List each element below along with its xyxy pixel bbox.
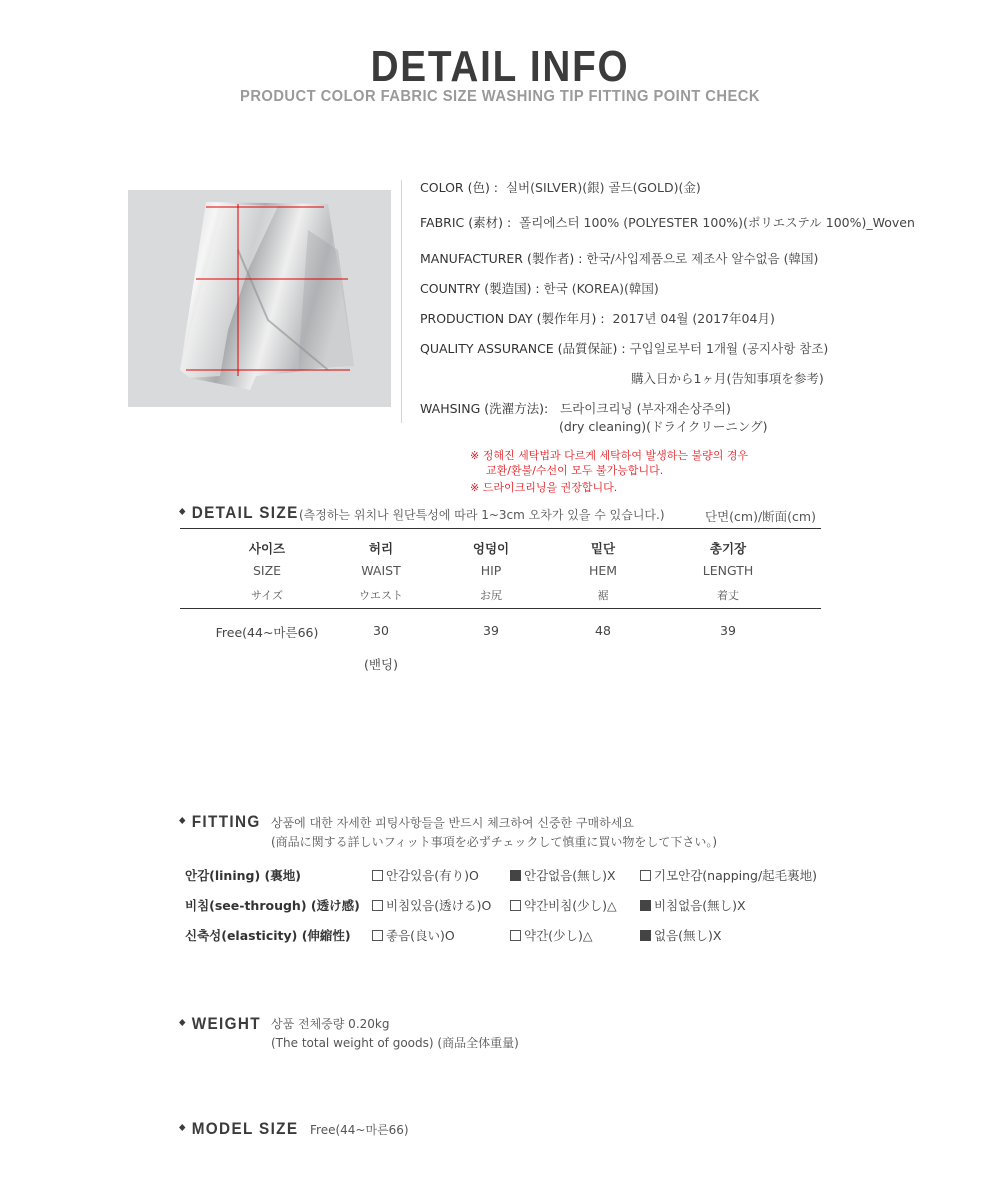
col-header-length-ko: 총기장: [709, 541, 747, 556]
col-header-waist-ko: 허리: [368, 541, 394, 556]
fitting-label-elasticity: 신축성(elasticity) (伸縮性): [185, 928, 351, 943]
detail-size-heading: DETAIL SIZE: [180, 503, 299, 523]
row-length-value: 39: [720, 623, 736, 638]
skirt-illustration: [128, 190, 391, 407]
spec-fabric: FABRIC (素材) : 폴리에스터 100% (POLYESTER 100%)(ポリエステル 100%)_Woven: [420, 215, 915, 230]
weight-line-2: (The total weight of goods) (商品全体重量): [271, 1036, 519, 1050]
diamond-bullet-icon: [179, 817, 185, 824]
product-photo: [128, 190, 391, 407]
col-header-hem-jp: 裾: [597, 589, 609, 602]
weight-heading: WEIGHT: [180, 1014, 261, 1034]
fitting-note-1: 상품에 대한 자세한 피팅사항들을 반드시 체크하여 신중한 구매하세요: [271, 816, 634, 830]
row-hip-value: 39: [483, 623, 499, 638]
fitting-option: 없음(無し)X: [640, 926, 721, 944]
col-header-hem-en: HEM: [588, 563, 618, 578]
warning-line-2: 교환/환불/수선이 모두 불가능합니다.: [486, 464, 664, 477]
checkbox-unchecked-icon: [510, 930, 521, 941]
detail-size-unit: 단면(cm)/断面(cm): [705, 509, 816, 524]
warning-line-1: ※ 정해진 세탁법과 다르게 세탁하여 발생하는 불량의 경우: [470, 449, 749, 462]
col-header-size-ko: 사이즈: [248, 541, 286, 556]
model-size-value: Free(44~마른66): [310, 1123, 409, 1137]
col-header-hem-ko: 밑단: [590, 541, 616, 556]
spec-quality-assurance: QUALITY ASSURANCE (品質保証) : 구입일로부터 1개월 (공지사항 참조): [420, 341, 829, 356]
col-header-waist-jp: ウエスト: [359, 589, 403, 602]
col-header-length-en: LENGTH: [702, 563, 754, 578]
checkbox-checked-icon: [510, 870, 521, 881]
spec-production-day: PRODUCTION DAY (製作年月) : 2017년 04월 (2017年04月): [420, 311, 775, 326]
col-header-hip-jp: お尻: [480, 589, 502, 602]
row-hem-value: 48: [595, 623, 611, 638]
spec-washing: WAHSING (洗濯方法): 드라이크리닝 (부자재손상주의): [420, 401, 731, 416]
weight-line-1: 상품 전체중량 0.20kg: [271, 1017, 390, 1031]
diamond-bullet-icon: [179, 1124, 185, 1131]
detail-size-note: (측정하는 위치나 원단특성에 따라 1~3cm 오차가 있을 수 있습니다.): [299, 508, 665, 522]
fitting-label-see-through: 비침(see-through) (透け感): [185, 898, 360, 913]
checkbox-unchecked-icon: [510, 900, 521, 911]
fitting-heading: FITTING: [180, 812, 261, 832]
diamond-bullet-icon: [179, 1019, 185, 1026]
checkbox-unchecked-icon: [372, 930, 383, 941]
row-waist-note: (밴딩): [364, 657, 398, 672]
spec-washing-en: (dry cleaning)(ドライクリーニング): [559, 419, 768, 434]
warning-line-3: ※ 드라이크리닝을 권장합니다.: [470, 481, 618, 494]
divider: [401, 180, 402, 423]
spec-color: COLOR (色) : 실버(SILVER)(銀) 골드(GOLD)(金): [420, 180, 701, 195]
col-header-size-en: SIZE: [252, 563, 282, 578]
fitting-option: 안감있음(有り)O: [372, 866, 479, 884]
spec-manufacturer: MANUFACTURER (製作者) : 한국/사입제품으로 제조사 알수없음 (韓国): [420, 251, 819, 266]
diamond-bullet-icon: [179, 508, 185, 515]
col-header-hip-ko: 엉덩이: [472, 541, 510, 556]
spec-quality-assurance-jp: 購入日から1ヶ月(告知事項を参考): [631, 371, 824, 386]
col-header-hip-en: HIP: [480, 563, 502, 578]
checkbox-checked-icon: [640, 930, 651, 941]
checkbox-unchecked-icon: [372, 870, 383, 881]
fitting-option: 기모안감(napping/起毛裏地): [640, 866, 817, 884]
col-header-waist-en: WAIST: [361, 563, 401, 578]
page-subtitle: PRODUCT COLOR FABRIC SIZE WASHING TIP FITTING POINT CHECK: [240, 88, 760, 105]
checkbox-unchecked-icon: [372, 900, 383, 911]
model-size-heading: MODEL SIZE: [180, 1119, 298, 1139]
col-header-size-jp: サイズ: [250, 589, 284, 602]
fitting-option: 안감없음(無し)X: [510, 866, 616, 884]
table-header-rule: [180, 608, 821, 609]
checkbox-unchecked-icon: [640, 870, 651, 881]
table-top-rule: [180, 528, 821, 529]
row-size-value: Free(44~마른66): [215, 625, 319, 640]
fitting-option: 약간비침(少し)△: [510, 896, 617, 914]
spec-country: COUNTRY (製造国) : 한국 (KOREA)(韓国): [420, 281, 659, 296]
row-waist-value: 30: [373, 623, 389, 638]
checkbox-checked-icon: [640, 900, 651, 911]
fitting-option: 비침없음(無し)X: [640, 896, 746, 914]
fitting-option: 좋음(良い)O: [372, 926, 455, 944]
col-header-length-jp: 着丈: [717, 589, 739, 602]
fitting-option: 비침있음(透ける)O: [372, 896, 491, 914]
fitting-label-lining: 안감(lining) (裏地): [185, 868, 301, 883]
page-title: DETAIL INFO: [370, 42, 630, 91]
fitting-note-2: (商品に関する詳しいフィット事項を必ずチェックして慎重に買い物をして下さい。): [271, 835, 718, 849]
fitting-option: 약간(少し)△: [510, 926, 593, 944]
